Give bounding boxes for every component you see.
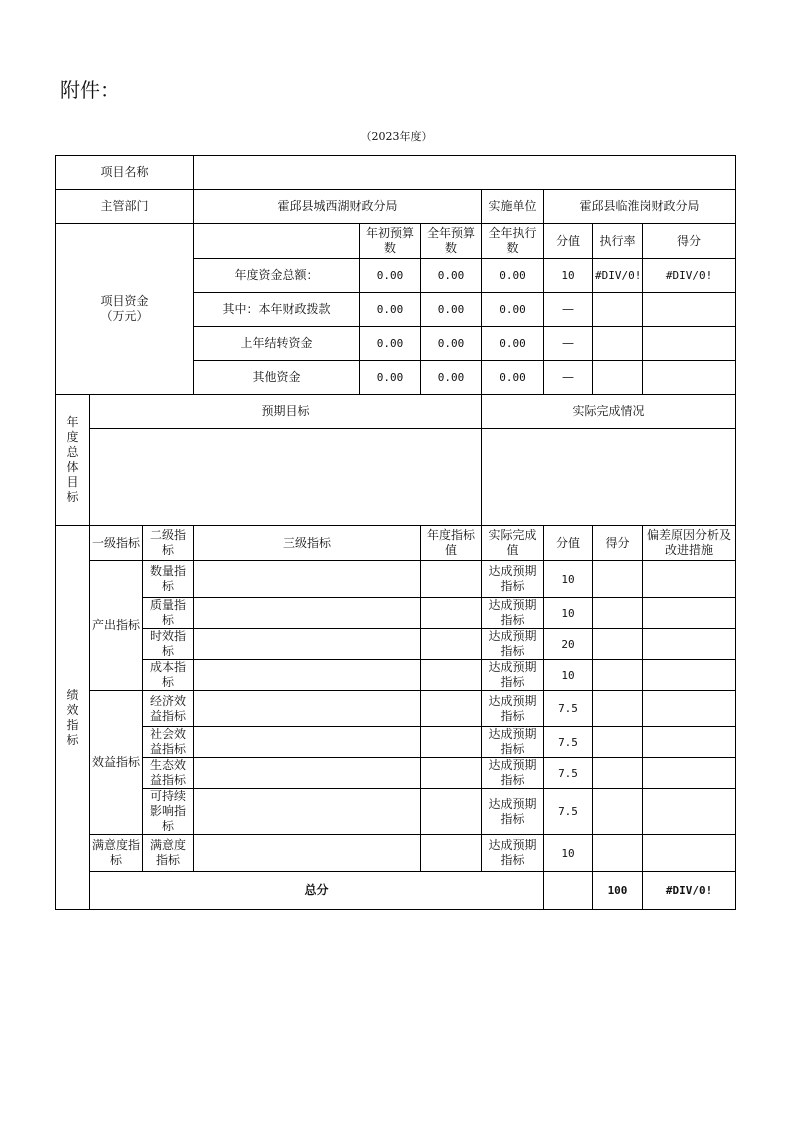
level2-cell: 可持续影响指标 <box>143 789 194 835</box>
level2-cell: 质量指标 <box>143 598 194 629</box>
score-value-cell: 7.5 <box>544 691 593 727</box>
implementing-unit-value[interactable]: 霍邱县临淮岗财政分局 <box>544 190 736 224</box>
funds-header-row <box>56 224 736 259</box>
deviation-cell[interactable] <box>643 691 736 727</box>
target-cell[interactable] <box>421 660 482 691</box>
deviation-cell[interactable] <box>643 727 736 758</box>
actual-cell: 达成预期指标 <box>482 789 544 835</box>
year-label: （2023年度） <box>360 130 433 143</box>
level3-cell[interactable] <box>194 561 421 598</box>
target-cell[interactable] <box>421 727 482 758</box>
perf-header-score-value: 分值 <box>544 526 593 561</box>
goals-expected-value[interactable] <box>90 429 482 526</box>
target-cell[interactable] <box>421 691 482 727</box>
indicator-row <box>56 561 736 598</box>
project-name-row <box>56 156 736 190</box>
perf-header-score: 得分 <box>593 526 643 561</box>
funds-annual-cell[interactable]: 0.00 <box>421 293 482 327</box>
indicator-row <box>56 691 736 727</box>
perf-header-deviation: 偏差原因分析及改进措施 <box>643 526 736 561</box>
level2-cell: 社会效益指标 <box>143 727 194 758</box>
level3-cell[interactable] <box>194 691 421 727</box>
funds-score-cell <box>643 293 736 327</box>
score-value-cell: 20 <box>544 629 593 660</box>
funds-executed-cell[interactable]: 0.00 <box>482 259 544 293</box>
total-row <box>56 872 736 910</box>
actual-cell: 达成预期指标 <box>482 758 544 789</box>
funds-header-executed: 全年执行数 <box>482 224 544 259</box>
score-cell[interactable] <box>593 758 643 789</box>
perf-header-level1: 一级指标 <box>90 526 143 561</box>
funds-header-score-value: 分值 <box>544 224 593 259</box>
goals-actual-label: 实际完成情况 <box>482 395 736 429</box>
level3-cell[interactable] <box>194 789 421 835</box>
actual-cell: 达成预期指标 <box>482 660 544 691</box>
indicator-row <box>56 629 736 660</box>
funds-score-value-cell: — <box>544 361 593 395</box>
funds-row-label: 其中：本年财政拨款 <box>194 293 360 327</box>
funds-row-label: 上年结转资金 <box>194 327 360 361</box>
level2-cell: 成本指标 <box>143 660 194 691</box>
funds-header-score: 得分 <box>643 224 736 259</box>
total-actual-blank <box>544 872 593 910</box>
level1-satisfaction: 满意度指标 <box>90 835 143 872</box>
deviation-cell[interactable] <box>643 629 736 660</box>
funds-score-value-cell: — <box>544 293 593 327</box>
target-cell[interactable] <box>421 835 482 872</box>
score-cell[interactable] <box>593 727 643 758</box>
score-cell[interactable] <box>593 691 643 727</box>
funds-score-cell: #DIV/0! <box>643 259 736 293</box>
indicator-row <box>56 727 736 758</box>
funds-executed-cell[interactable]: 0.00 <box>482 361 544 395</box>
goals-content-row <box>56 429 736 526</box>
level3-cell[interactable] <box>194 598 421 629</box>
level3-cell[interactable] <box>194 835 421 872</box>
score-cell[interactable] <box>593 561 643 598</box>
indicator-row <box>56 598 736 629</box>
score-value-cell: 7.5 <box>544 789 593 835</box>
score-value-cell: 7.5 <box>544 727 593 758</box>
funds-header-initial: 年初预算数 <box>360 224 421 259</box>
deviation-cell[interactable] <box>643 758 736 789</box>
funds-initial-cell[interactable]: 0.00 <box>360 293 421 327</box>
funds-row-label: 其他资金 <box>194 361 360 395</box>
score-cell[interactable] <box>593 629 643 660</box>
actual-cell: 达成预期指标 <box>482 727 544 758</box>
goals-section-label: 年 度 总 体 目 标 <box>56 395 90 526</box>
indicator-row <box>56 660 736 691</box>
level2-cell: 生态效益指标 <box>143 758 194 789</box>
funds-initial-cell[interactable]: 0.00 <box>360 259 421 293</box>
target-cell[interactable] <box>421 789 482 835</box>
actual-cell: 达成预期指标 <box>482 629 544 660</box>
level1-benefit: 效益指标 <box>90 691 143 835</box>
funds-executed-cell[interactable]: 0.00 <box>482 327 544 361</box>
level3-cell[interactable] <box>194 727 421 758</box>
target-cell[interactable] <box>421 598 482 629</box>
performance-self-evaluation-table <box>55 155 736 910</box>
level3-cell[interactable] <box>194 660 421 691</box>
score-value-cell: 10 <box>544 835 593 872</box>
score-cell[interactable] <box>593 660 643 691</box>
deviation-cell[interactable] <box>643 598 736 629</box>
deviation-cell[interactable] <box>643 660 736 691</box>
funds-header-blank <box>194 224 360 259</box>
funds-header-rate: 执行率 <box>593 224 643 259</box>
level2-cell: 时效指标 <box>143 629 194 660</box>
perf-header-level3: 三级指标 <box>194 526 421 561</box>
funds-annual-cell[interactable]: 0.00 <box>421 327 482 361</box>
attachment-label: 附件： <box>60 78 120 102</box>
actual-cell: 达成预期指标 <box>482 835 544 872</box>
total-score-value: 100 <box>593 872 643 910</box>
funds-score-value-cell: — <box>544 327 593 361</box>
level2-cell: 满意度指标 <box>143 835 194 872</box>
performance-header-row <box>56 526 736 561</box>
score-value-cell: 10 <box>544 598 593 629</box>
funds-annual-cell[interactable]: 0.00 <box>421 259 482 293</box>
target-cell[interactable] <box>421 629 482 660</box>
deviation-cell[interactable] <box>643 835 736 872</box>
actual-cell: 达成预期指标 <box>482 598 544 629</box>
actual-cell: 达成预期指标 <box>482 691 544 727</box>
score-value-cell: 10 <box>544 660 593 691</box>
department-row <box>56 190 736 224</box>
deviation-cell[interactable] <box>643 561 736 598</box>
score-value-cell: 10 <box>544 561 593 598</box>
level1-output: 产出指标 <box>90 561 143 691</box>
level3-cell[interactable] <box>194 758 421 789</box>
perf-header-actual: 实际完成值 <box>482 526 544 561</box>
goals-header-row <box>56 395 736 429</box>
department-value[interactable]: 霍邱县城西湖财政分局 <box>194 190 482 224</box>
funds-score-cell <box>643 327 736 361</box>
actual-cell: 达成预期指标 <box>482 561 544 598</box>
funds-row-label: 年度资金总额： <box>194 259 360 293</box>
perf-header-target: 年度指标值 <box>421 526 482 561</box>
funds-score-cell <box>643 361 736 395</box>
funds-executed-cell[interactable]: 0.00 <box>482 293 544 327</box>
goals-expected-label: 预期目标 <box>90 395 482 429</box>
goals-actual-value[interactable] <box>482 429 736 526</box>
target-cell[interactable] <box>421 561 482 598</box>
project-name-value[interactable] <box>194 156 736 190</box>
funds-initial-cell[interactable]: 0.00 <box>360 327 421 361</box>
indicator-row <box>56 789 736 835</box>
funds-section-label: 项目资金 （万元） <box>56 224 194 395</box>
funds-rate-cell <box>593 327 643 361</box>
project-name-label: 项目名称 <box>56 156 194 190</box>
indicator-row <box>56 758 736 789</box>
funds-header-annual: 全年预算数 <box>421 224 482 259</box>
performance-section-label: 绩 效 指 标 <box>56 526 90 910</box>
target-cell[interactable] <box>421 758 482 789</box>
funds-rate-cell <box>593 361 643 395</box>
level2-cell: 数量指标 <box>143 561 194 598</box>
total-score: #DIV/0! <box>643 872 736 910</box>
funds-rate-cell <box>593 293 643 327</box>
funds-rate-cell: #DIV/0! <box>593 259 643 293</box>
perf-header-level2: 二级指标 <box>143 526 194 561</box>
implementing-unit-label: 实施单位 <box>482 190 544 224</box>
funds-initial-cell[interactable]: 0.00 <box>360 361 421 395</box>
score-cell[interactable] <box>593 835 643 872</box>
funds-annual-cell[interactable]: 0.00 <box>421 361 482 395</box>
total-label: 总分 <box>90 872 544 910</box>
score-value-cell: 7.5 <box>544 758 593 789</box>
indicator-row <box>56 835 736 872</box>
funds-score-value-cell: 10 <box>544 259 593 293</box>
level3-cell[interactable] <box>194 629 421 660</box>
score-cell[interactable] <box>593 789 643 835</box>
department-label: 主管部门 <box>56 190 194 224</box>
deviation-cell[interactable] <box>643 789 736 835</box>
score-cell[interactable] <box>593 598 643 629</box>
level2-cell: 经济效益指标 <box>143 691 194 727</box>
